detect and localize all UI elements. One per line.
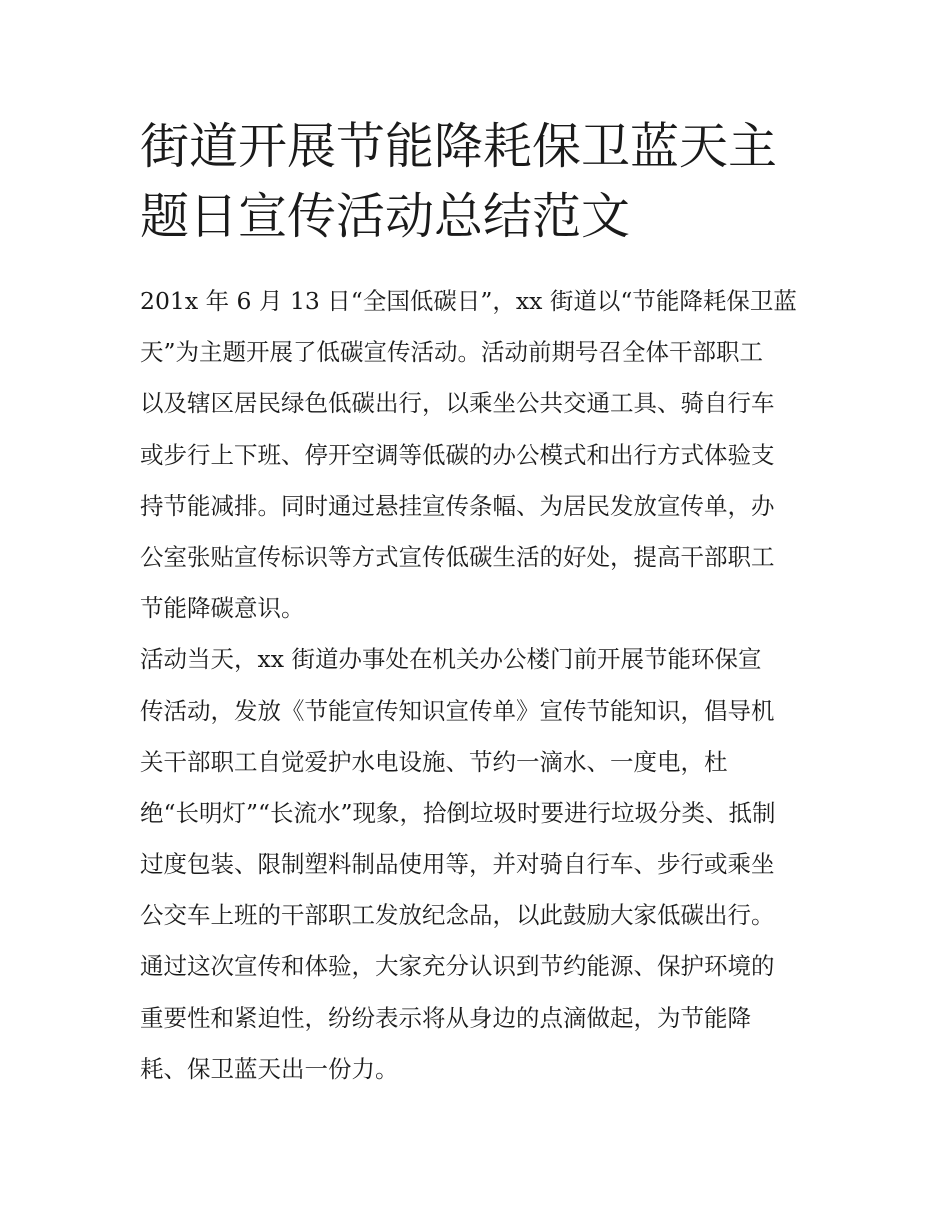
body-line: 或步行上下班、停开空调等低碳的办公模式和出行方式体验支 <box>140 440 775 469</box>
title-line: 题日宣传活动总结范文 <box>140 188 631 245</box>
body-line: 重要性和紧迫性，纷纷表示将从身边的点滴做起，为节能降 <box>140 1003 751 1032</box>
title-line: 街道开展节能降耗保卫蓝天主 <box>140 118 778 175</box>
body-line: 通过这次宣传和体验，大家充分认识到节约能源、保护环境的 <box>140 952 775 981</box>
body-line: 绝“长明灯”“长流水”现象，拾倒垃圾时要进行垃圾分类、抵制 <box>140 798 776 827</box>
document-title <box>140 112 820 252</box>
body-line: 耗、保卫蓝天出一份力。 <box>140 1054 399 1083</box>
body-line: 过度包装、限制塑料制品使用等，并对骑自行车、步行或乘坐 <box>140 850 775 879</box>
body-line: 节能降碳意识。 <box>140 594 305 623</box>
body-line: 公室张贴宣传标识等方式宣传低碳生活的好处，提高干部职工 <box>140 542 775 571</box>
body-line: 活动当天，xx 街道办事处在机关办公楼门前开展节能环保宣 <box>140 645 762 674</box>
document-body <box>140 276 830 1095</box>
body-line: 持节能减排。同时通过悬挂宣传条幅、为居民发放宣传单，办 <box>140 491 775 520</box>
body-line: 天”为主题开展了低碳宣传活动。活动前期号召全体干部职工 <box>140 338 764 367</box>
body-line: 以及辖区居民绿色低碳出行，以乘坐公共交通工具、骑自行车 <box>140 389 775 418</box>
body-line: 公交车上班的干部职工发放纪念品，以此鼓励大家低碳出行。 <box>140 901 775 930</box>
body-line: 201x 年 6 月 13 日“全国低碳日”，xx 街道以“节能降耗保卫蓝 <box>140 287 797 315</box>
body-line: 传活动，发放《节能宣传知识宣传单》宣传节能知识，倡导机 <box>140 696 775 725</box>
body-line: 关干部职工自觉爱护水电设施、节约一滴水、一度电，杜 <box>140 747 728 776</box>
